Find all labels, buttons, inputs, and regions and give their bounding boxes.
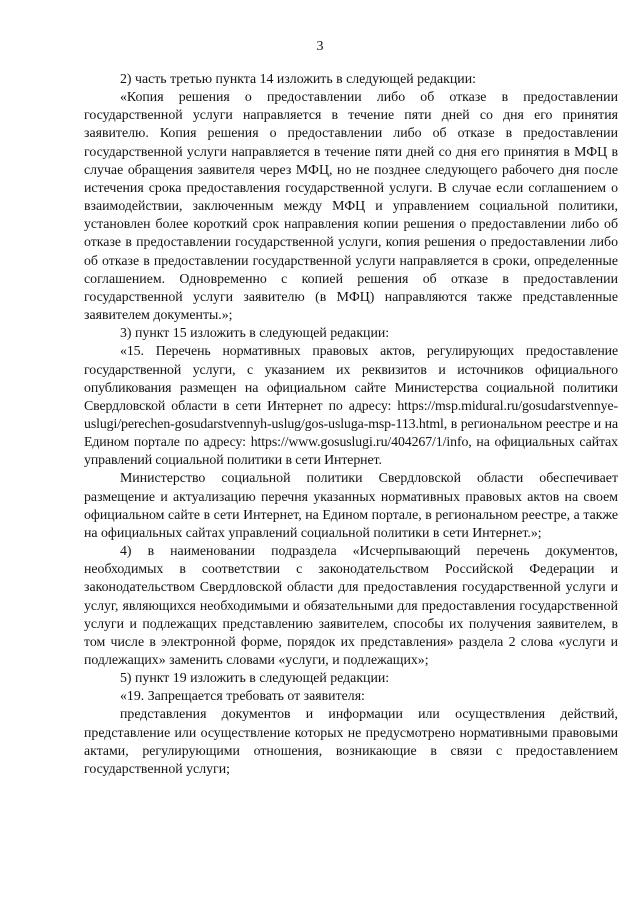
paragraph-item-2-heading: 2) часть третью пункта 14 изложить в следующей редакции: xyxy=(120,71,476,86)
page-number: 3 xyxy=(316,39,324,54)
paragraph-item-19-clause: представления документов и информации или осуществления действий, представление или осуществление которых не предусмотрено нормативными правовыми актами, регулирующими отношения, возникающие в связи с предоставлением государственной услуги; xyxy=(84,706,618,776)
paragraph-item-15-text: «15. Перечень нормативных правовых актов, регулирующих предоставление государственной услуги, с указанием их реквизитов и источников официального опубликования размещен на официальном сайте Министерства социальной политики Свердловской области в сети Интернет по адресу: https://msp.midural.ru/gosudarstvennye-uslugi/perechen-gosudarstvennyh-uslug/gos-usluga-msp-113.html, в региональном реестре и на Едином портале по адресу: https://www.gosuslugi.ru/404267/1/info, на официальных сайтах управлений социальной политики в сети Интернет. xyxy=(84,343,618,468)
document-body xyxy=(84,70,618,778)
paragraph-item-19-intro: «19. Запрещается требовать от заявителя: xyxy=(120,688,365,704)
paragraph-item-4-text: 4) в наименовании подраздела «Исчерпывающий перечень документов, необходимых в соответствии с законодательством Российской Федерации и законодательством Свердловской области для предоставления государственной услуги и услуг, являющихся необходимыми и обязательными для предоставления государственной услуги и подлежащих представлению заявителем, способы их получения заявителем, в том числе в электронной форме, порядок их представления» раздела 2 слова «услуги и подлежащих» заменить словами «услуги, и подлежащих»; xyxy=(84,543,618,667)
paragraph-ministry-text: Министерство социальной политики Свердловской области обеспечивает размещение и актуализацию перечня указанных нормативных правовых актов на своем официальном сайте в сети Интернет, на Едином портале, в региональном реестре, а также на официальных сайтах управлений социальной политики в сети Интернет.»; xyxy=(84,470,618,540)
paragraph-item-3-heading: 3) пункт 15 изложить в следующей редакции: xyxy=(120,325,390,341)
paragraph-item-5-heading: 5) пункт 19 изложить в следующей редакции: xyxy=(120,670,390,686)
paragraph-item-14-text: «Копия решения о предоставлении либо об отказе в предоставлении государственной услуги направляется в течение пяти дней со дня его принятия заявителю. Копия решения о предоставлении либо об отказе в предоставлении государственной услуги направляется в течение пяти дней со дня его принятия в МФЦ в случае обращения заявителя через МФЦ, но не позднее следующего рабочего дня после истечения срока предоставления государственной услуги. В случае если соглашением о взаимодействии, заключенным между МФЦ и управлением социальной политики, установлен более короткий срок направления копии решения о предоставлении либо об отказе в предоставлении государственной услуги, копия решения о предоставлении либо об отказе в предоставлении государственной услуги направляется в сроки, определенные соглашением. Одновременно с копией решения об отказе в предоставлении государственной услуги заявителю (в МФЦ) направляются также представленные заявителем документы.»; xyxy=(84,89,618,323)
